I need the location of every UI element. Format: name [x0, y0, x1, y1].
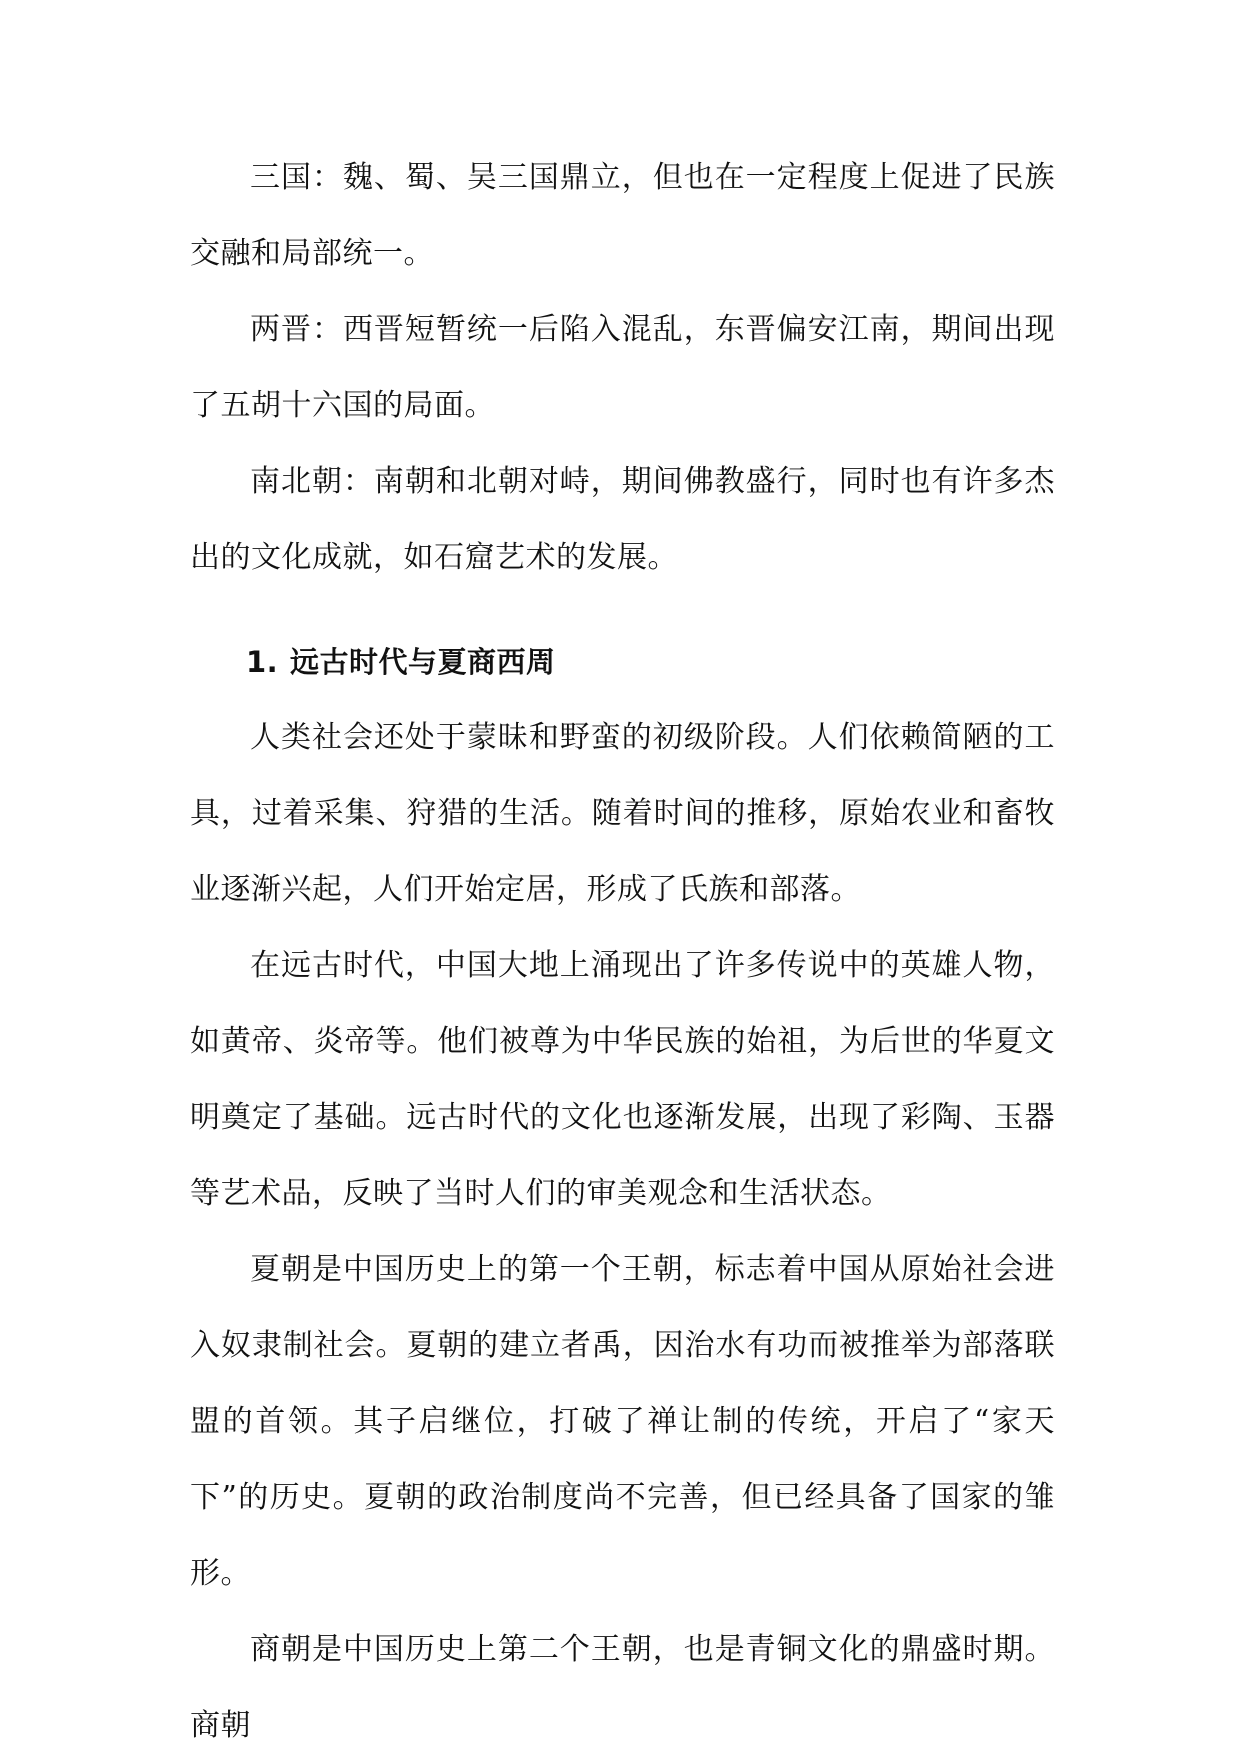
- section-heading-title: 远古时代与夏商西周: [290, 645, 556, 679]
- paragraph-three-kingdoms: 三国：魏、蜀、吴三国鼎立，但也在一定程度上促进了民族交融和局部统一。: [190, 160, 1055, 271]
- paragraph-shang-dynasty: 商朝是中国历史上第二个王朝，也是青铜文化的鼎盛时期。商朝: [190, 1632, 1055, 1743]
- paragraph-southern-northern-dynasties: 南北朝：南朝和北朝对峙，期间佛教盛行，同时也有许多杰出的文化成就，如石窟艺术的发展。: [190, 464, 1055, 575]
- section-heading-number: 1.: [246, 645, 279, 679]
- document-body: [190, 140, 1055, 1764]
- paragraph-two-jin: 两晋：西晋短暂统一后陷入混乱，东晋偏安江南，期间出现了五胡十六国的局面。: [190, 312, 1055, 423]
- section-heading: [190, 624, 1055, 700]
- paragraph-primitive-society: 人类社会还处于蒙昧和野蛮的初级阶段。人们依赖简陋的工具，过着采集、狩猎的生活。随着时间的推移，原始农业和畜牧业逐渐兴起，人们开始定居，形成了氏族和部落。: [190, 720, 1055, 907]
- paragraph-legendary-heroes: 在远古时代，中国大地上涌现出了许多传说中的英雄人物，如黄帝、炎帝等。他们被尊为中华民族的始祖，为后世的华夏文明奠定了基础。远古时代的文化也逐渐发展，出现了彩陶、玉器等艺术品，反映了当时人们的审美观念和生活状态。: [190, 948, 1055, 1211]
- paragraph-xia-dynasty: 夏朝是中国历史上的第一个王朝，标志着中国从原始社会进入奴隶制社会。夏朝的建立者禹，因治水有功而被推举为部落联盟的首领。其子启继位，打破了禅让制的传统，开启了“家天下”的历史。夏朝的政治制度尚不完善，但已经具备了国家的雏形。: [190, 1252, 1055, 1591]
